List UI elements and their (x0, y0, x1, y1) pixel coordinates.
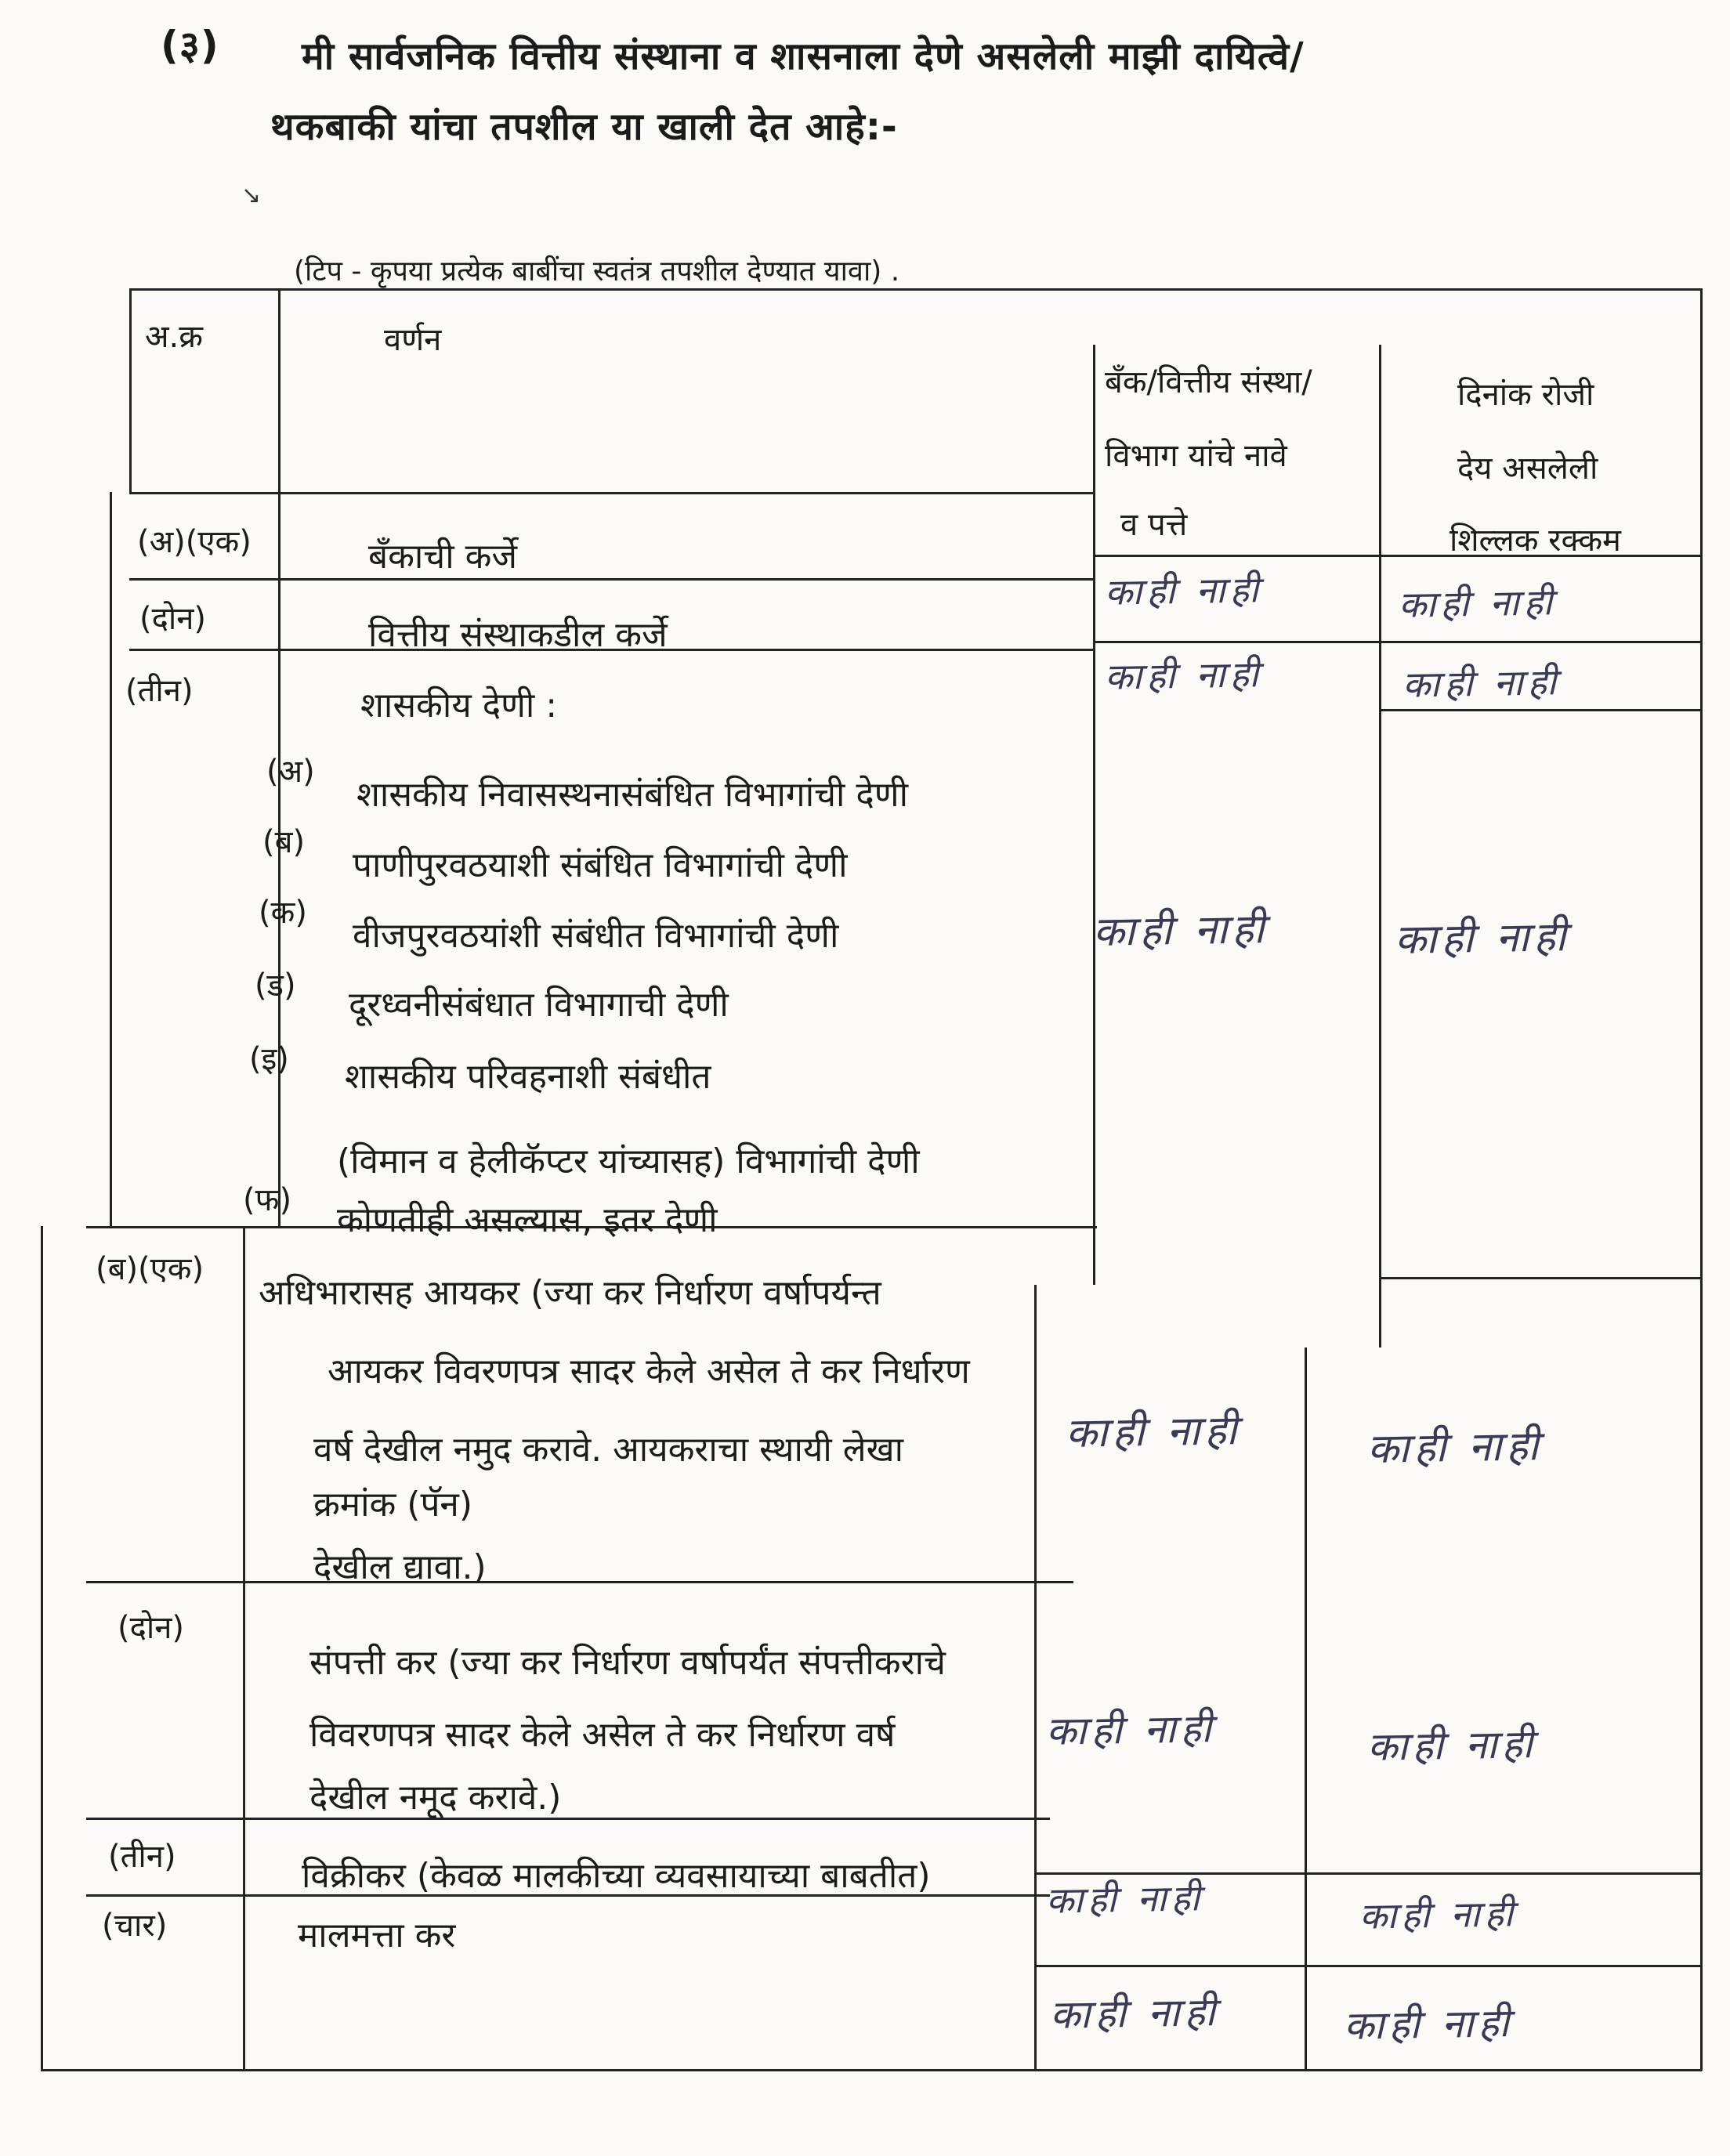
row-description: संपत्ती कर (ज्या कर निर्धारण वर्षापर्यंत संपत्तीकराचे (309, 1643, 946, 1683)
handwritten-institution: काही नाही (1045, 1876, 1205, 1922)
sub-item-mark: (क) (259, 895, 307, 931)
row-serial: (तीन) (108, 1839, 176, 1875)
handwritten-institution: काही नाही (1045, 1706, 1217, 1754)
header-balance-3: शिल्लक रक्कम (1450, 523, 1621, 559)
handwritten-balance: काही नाही (1402, 660, 1562, 706)
sub-item-text: पाणीपुरवठयाशी संबंधित विभागांची देणी (353, 845, 848, 885)
row-description: देखील द्यावा.) (313, 1547, 487, 1587)
handwritten-institution: काही नाही (1049, 1989, 1221, 2038)
row-description: शासकीय देणी : (360, 686, 558, 725)
sub-item-text: कोणतीही असल्यास, इतर देणी (337, 1200, 718, 1240)
heading-line-1: मी सार्वजनिक वित्तीय संस्थाना व शासनाला देणे असलेली माझी दायित्वे/ (302, 34, 1305, 78)
row-description: विवरणपत्र सादर केले असेल ते कर निर्धारण वर्ष (309, 1715, 896, 1755)
handwritten-balance: काही नाही (1394, 913, 1571, 964)
row-description: बँकाची कर्जे (368, 537, 518, 577)
header-balance-1: दिनांक रोजी (1457, 377, 1594, 413)
row-description: क्रमांक (पॅन) (313, 1485, 473, 1525)
sub-item-mark: (ड) (255, 968, 296, 1004)
handwritten-institution: काही नाही (1104, 568, 1264, 613)
sub-item-mark: (ब) (262, 824, 306, 860)
row-serial: (अ)(एक) (137, 524, 252, 560)
header-institution-2: विभाग यांचे नावे (1105, 438, 1287, 474)
row-description: विक्रीकर (केवळ मालकीच्या व्यवसायाच्या बाबतीत) (302, 1856, 931, 1896)
handwritten-institution: काही नाही (1065, 1407, 1242, 1457)
handwritten-balance: काही नाही (1366, 1423, 1544, 1473)
pen-mark: ↘ (241, 182, 262, 209)
header-description: वर्णन (384, 322, 442, 358)
sub-item-text: (विमान व हेलीकॅप्टर यांच्यासह) विभागांची देणी (337, 1141, 920, 1181)
row-description: आयकर विवरणपत्र सादर केले असेल ते कर निर्धारण (328, 1351, 970, 1391)
sub-item-mark: (अ) (266, 754, 315, 790)
sub-item-text: दूरध्वनीसंबंधात विभागाची देणी (349, 985, 729, 1025)
row-description: वित्तीय संस्थाकडील कर्जे (368, 615, 668, 655)
row-serial: (दोन) (118, 1610, 185, 1646)
sub-item-mark: (फ) (243, 1182, 292, 1218)
handwritten-institution: काही नाही (1104, 653, 1264, 698)
header-institution-3: व पत्ते (1120, 507, 1188, 543)
sub-item-text: शासकीय निवासस्थनासंबंधित विभागांची देणी (356, 775, 908, 815)
sub-item-text: वीजपुरवठयांशी संबंधीत विभागांची देणी (353, 916, 839, 956)
row-serial: (तीन) (125, 673, 194, 709)
handwritten-institution: काही नाही (1092, 906, 1269, 956)
row-description: वर्ष देखील नमुद करावे. आयकराचा स्थायी लेखा (313, 1430, 904, 1470)
handwritten-balance: काही नाही (1359, 1892, 1518, 1937)
sub-item-mark: (इ) (249, 1041, 289, 1077)
row-serial: (दोन) (139, 601, 207, 637)
row-description: अधिभारासह आयकर (ज्या कर निर्धारण वर्षापर्यन्त (259, 1273, 881, 1313)
header-institution-1: बँक/वित्तीय संस्था/ (1105, 364, 1312, 400)
header-serial: अ.क्र (145, 319, 203, 355)
table-note: (टिप - कृपया प्रत्येक बाबींचा स्वतंत्र तपशील देण्यात यावा) . (294, 255, 900, 288)
heading-line-2: थकबाकी यांचा तपशील या खाली देत आहे:- (270, 105, 898, 149)
header-balance-2: देय असलेली (1457, 450, 1598, 487)
row-description: मालमत्ता कर (298, 1915, 456, 1955)
sub-item-text: शासकीय परिवहनाशी संबंधीत (345, 1057, 711, 1097)
row-serial: (चार) (102, 1908, 168, 1944)
handwritten-balance: काही नाही (1398, 581, 1558, 626)
handwritten-balance: काही नाही (1366, 1721, 1538, 1770)
row-description: देखील नमूद करावे.) (309, 1778, 562, 1818)
row-serial: (ब)(एक) (96, 1251, 204, 1287)
handwritten-balance: काही नाही (1343, 2000, 1515, 2049)
section-number: (३) (161, 23, 219, 68)
